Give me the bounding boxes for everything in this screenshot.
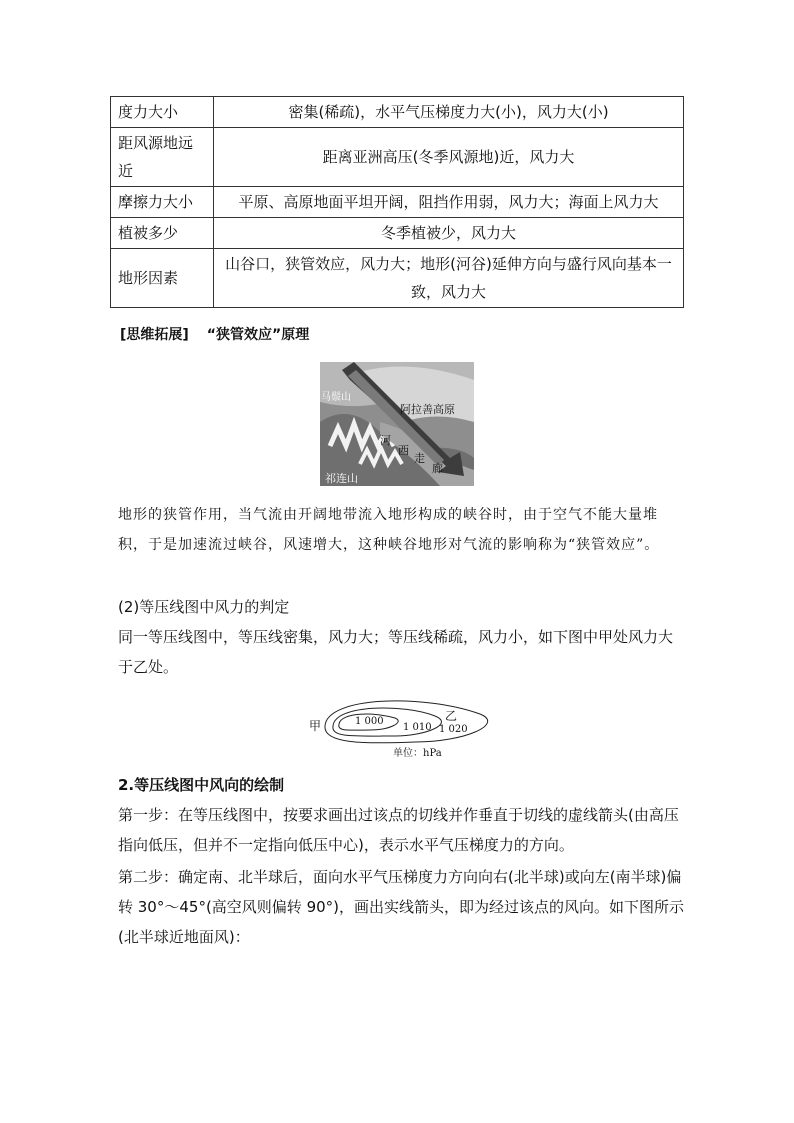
section-heading: 2.等压线图中风向的绘制 [118, 776, 285, 794]
label-lang: 廊 [432, 462, 443, 475]
table-cell-content: 山谷口，狭管效应，风力大；地形(河谷)延伸方向与盛行风向基本一致，风力大 [214, 249, 684, 308]
step-two: 第二步：确定南、北半球后，面向水平气压梯度力方向向右(北半球)或向左(南半球)偏转 30°～45°(高空风则偏转 90°)，画出实线箭头，即为经过该点的风向。如下图所示(北半球近地面风)： [118, 868, 685, 946]
isobar-unit: 单位：hPa [393, 748, 442, 759]
label-qilian: 祁连山 [325, 472, 358, 485]
table-cell-content: 冬季植被少，风力大 [214, 218, 684, 249]
subsection-body: 同一等压线图中，等压线密集，风力大；等压线稀疏，风力小，如下图中甲处风力大于乙处。 [118, 628, 674, 676]
label-jia: 甲 [309, 719, 322, 733]
wind-factor-table [110, 96, 684, 308]
table-row [111, 249, 684, 308]
table-cell-label: 距风源地远近 [111, 128, 214, 187]
label-alashan: 阿拉善高原 [400, 403, 455, 416]
table-cell-content: 平原、高原地面平坦开阔，阻挡作用弱，风力大；海面上风力大 [214, 187, 684, 218]
narrow-pipe-explanation: 地形的狭管作用，当气流由开阔地带流入地形构成的峡谷时，由于空气不能大量堆积，于是加速流过峡谷，风速增大，这种峡谷地形对气流的影响称为“狭管效应”。 [118, 507, 660, 553]
table-cell-label: 地形因素 [111, 249, 214, 308]
hexi-corridor-photo [320, 362, 474, 486]
subsection-heading: (2)等压线图中风力的判定 [118, 598, 290, 616]
label-zou: 走 [414, 452, 425, 465]
extension-tag: [思维拓展] [120, 327, 189, 343]
label-1000: 1 000 [355, 716, 384, 727]
table-row [111, 218, 684, 249]
table-row [111, 97, 684, 128]
extension-title: “狭管效应”原理 [206, 327, 310, 343]
table-cell-content: 距离亚洲高压(冬季风源地)近，风力大 [214, 128, 684, 187]
label-he: 河 [380, 434, 391, 447]
label-mazong: 马鬃山 [321, 392, 351, 403]
thinking-extension-heading [120, 324, 309, 344]
table-cell-content: 密集(稀疏)，水平气压梯度力大(小)，风力大(小) [214, 97, 684, 128]
label-yi: 乙 [445, 709, 458, 723]
table-cell-label: 度力大小 [111, 97, 214, 128]
table-row [111, 187, 684, 218]
isobar-diagram [305, 690, 505, 760]
table-row [111, 128, 684, 187]
label-1020: 1 020 [439, 724, 468, 735]
table-cell-label: 植被多少 [111, 218, 214, 249]
table-cell-label: 摩擦力大小 [111, 187, 214, 218]
label-1010: 1 010 [403, 722, 432, 733]
label-xi: 西 [398, 444, 409, 457]
step-one: 第一步：在等压线图中，按要求画出过该点的切线并作垂直于切线的虚线箭头(由高压指向低压，但并不一定指向低压中心)，表示水平气压梯度力的方向。 [118, 806, 679, 854]
